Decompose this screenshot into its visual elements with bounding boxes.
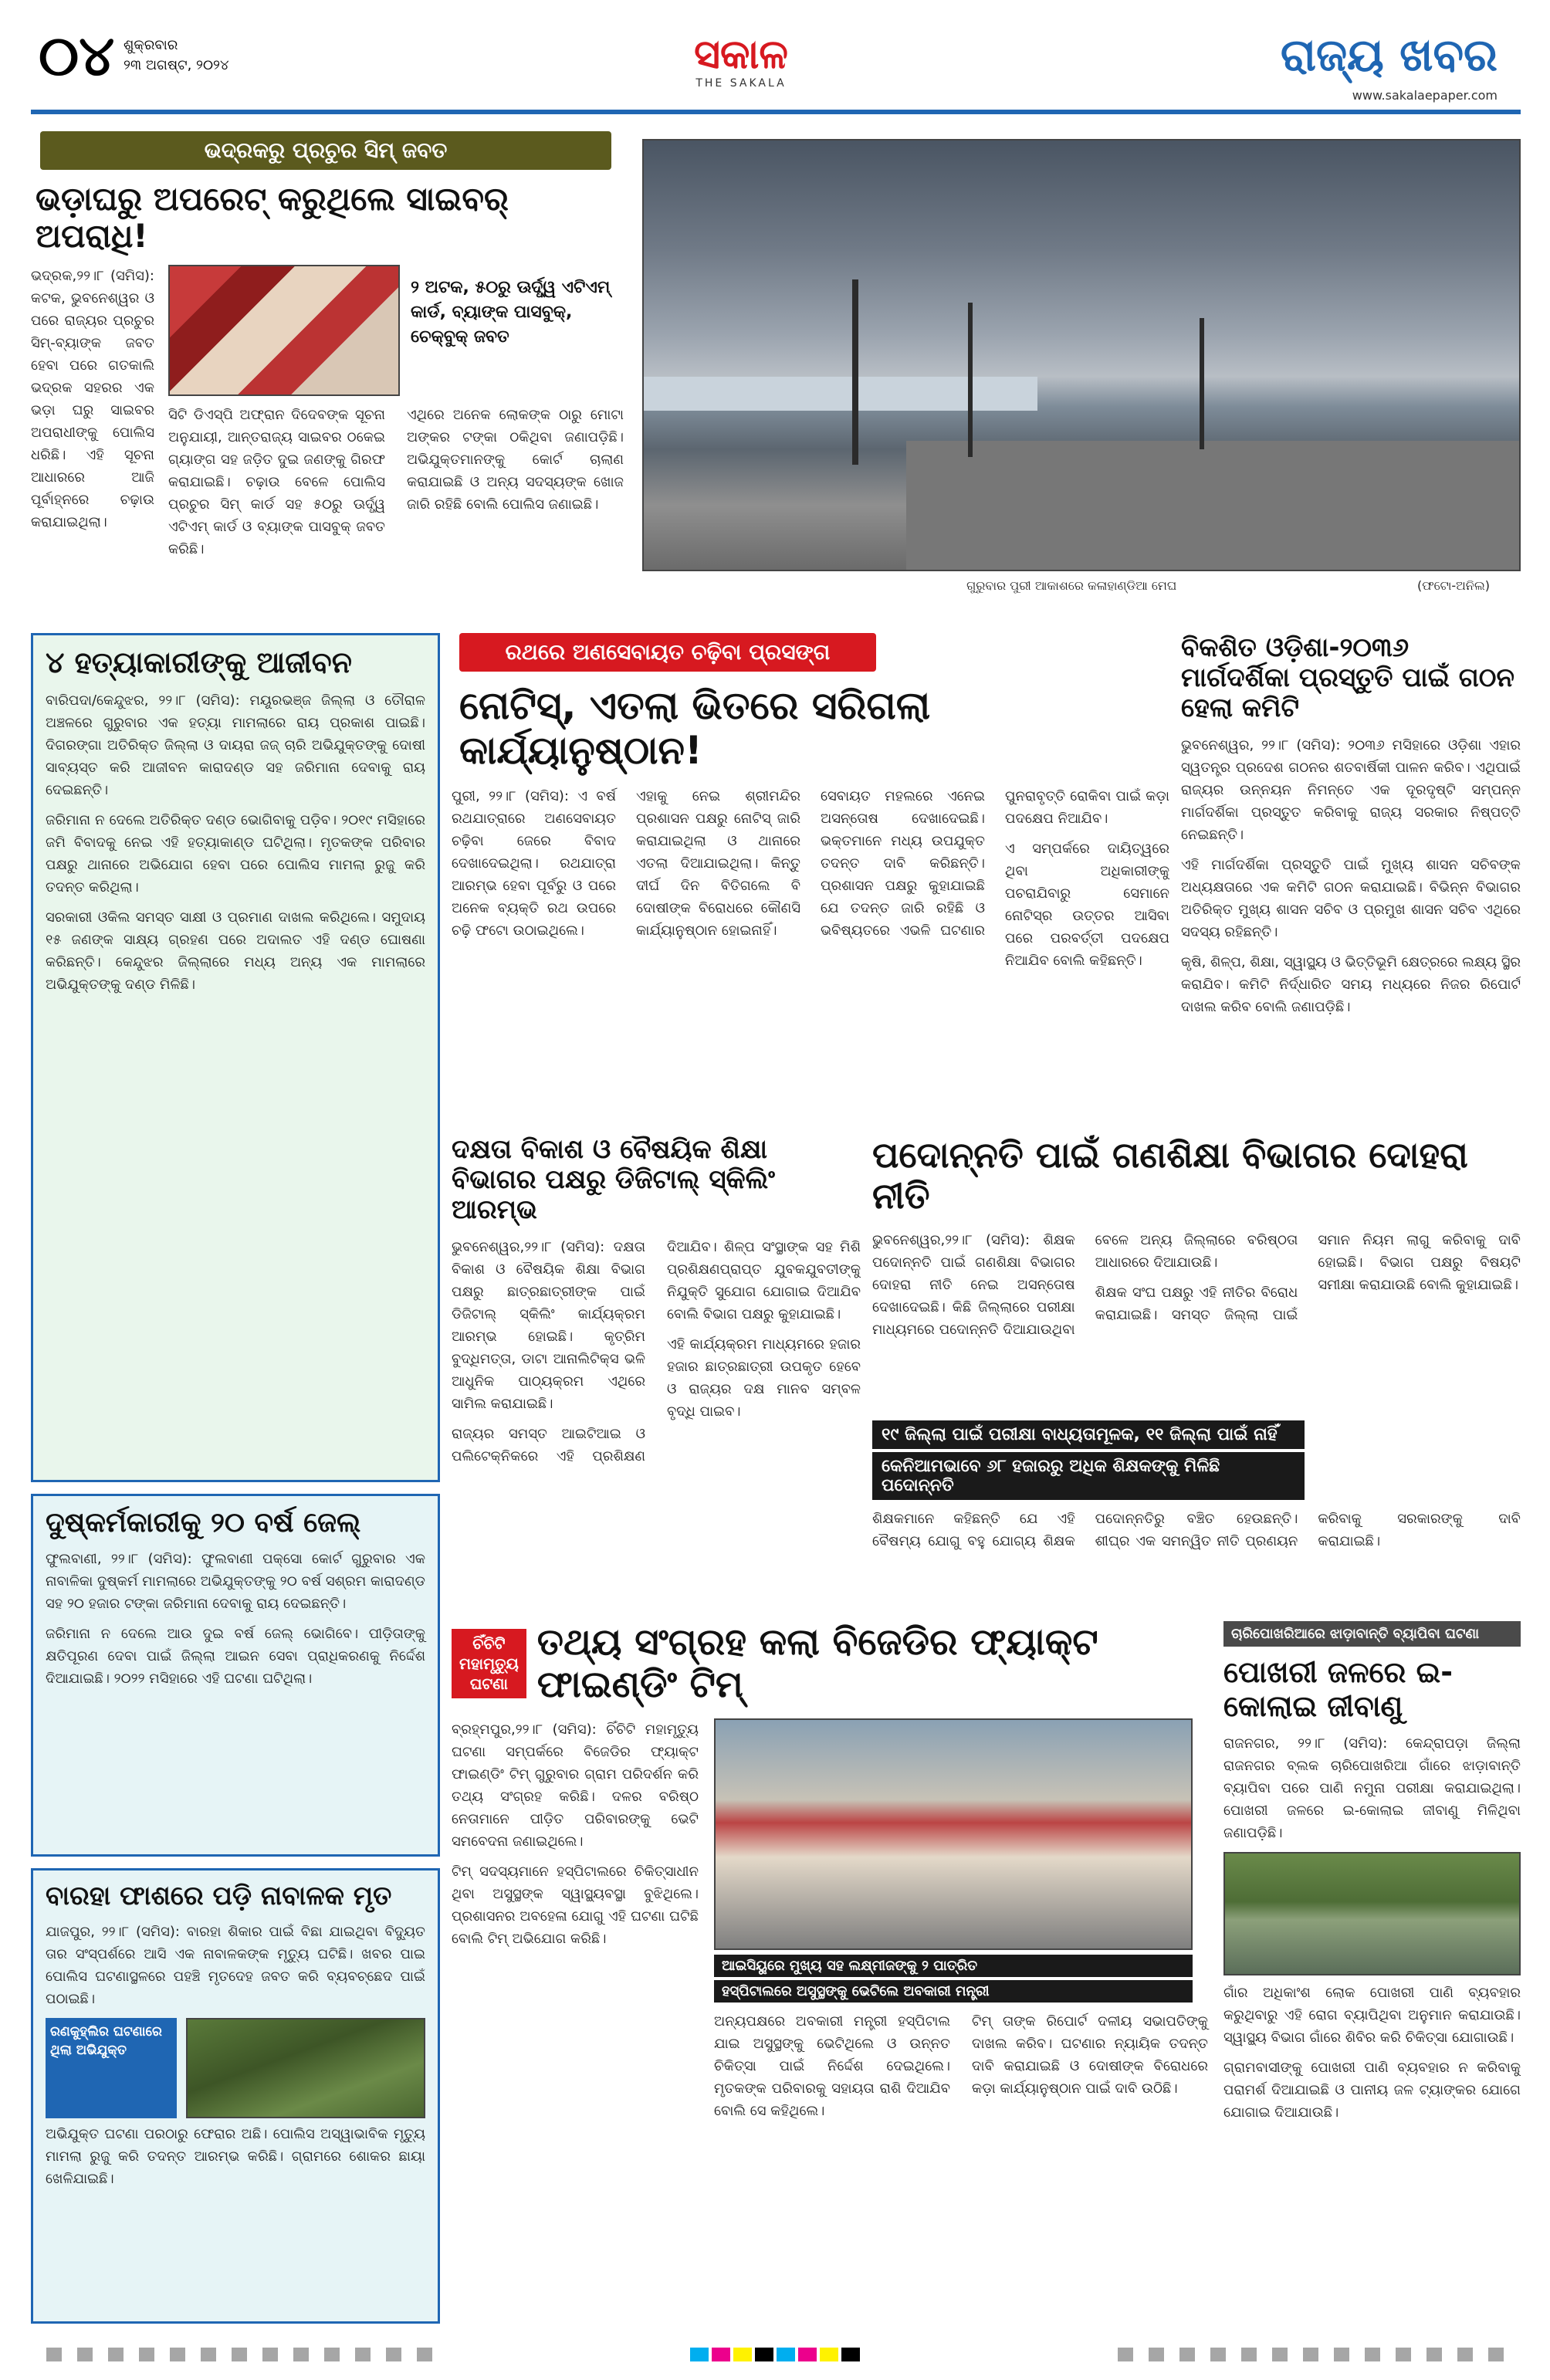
page-day: ଶୁକ୍ରବାର <box>124 37 178 53</box>
life-term-para-1: ବାରିପଦା/କେନ୍ଦୁଝର, ୨୨।୮ (ସମିସ): ମୟୂରଭଞ୍ଜ ଜିଲ୍ଲା ଓ ତୌରାଳ ଅଞ୍ଚଳରେ ଗୁରୁବାର ଏକ ହତ୍ୟା ମାମଲାରେ ରାୟ ପ୍ରକାଶ ପାଇଛି। ଦିଗରଙ୍ଗା ଅତିରିକ୍ତ ଜିଲ୍ଲା ଓ ଦାୟରା ଜଜ୍ ଚାରି ଅଭିଯୁକ୍ତଙ୍କୁ ଦୋଷୀ ସାବ୍ୟସ୍ତ କରି ଆଜୀବନ କାରାଦଣ୍ଡ ସହ ଜରିମାନା ଦେବାକୁ ରାୟ ଦେଇଛନ୍ତି। <box>46 692 425 798</box>
lamp-post-2 <box>968 303 973 457</box>
promotion-para-3: ଶିକ୍ଷକମାନେ କହିଛନ୍ତି ଯେ ଏହି ବୈଷମ୍ୟ ଯୋଗୁ ବହୁ ଯୋଗ୍ୟ ଶିକ୍ଷକ ପଦୋନ୍ନତିରୁ ବଞ୍ଚିତ ହେଉଛନ୍ତି। ଶୀଘ୍ର ଏକ ସମନ୍ୱିତ ନୀତି ପ୍ରଣୟନ କରିବାକୁ ସରକାରଙ୍କୁ ଦାବି କରାଯାଇଛି। <box>872 1510 1521 1549</box>
headline-promotion: ପଦୋନ୍ନତି ପାଇଁ ଗଣଶିକ୍ଷା ବିଭାଗର ଦୋହରା ନୀତି <box>872 1135 1468 1217</box>
page-date <box>124 36 229 76</box>
cyber-para-2: ସିଟି ଡିଏସ୍ପି ଅଫ୍ରାନ ଦିଦେବଙ୍କ ସୂଚନା ଅନୁଯାୟୀ, ଆନ୍ତରାଜ୍ୟ ସାଇବର ଠକେଇ ଗ୍ୟାଙ୍ଗ ସହ ଜଡ଼ିତ ଦୁଇ ଜଣଙ୍କୁ ଗିରଫ କରାଯାଇଛି। ଚଢ଼ାଉ ବେଳେ ପୋଲିସ ପ୍ରଚୁର ସିମ୍‌ କାର୍ଡ ସହ ୫୦ରୁ ଊର୍ଦ୍ଧ୍ୱ ଏଟିଏମ୍ କାର୍ଡ ଓ ବ୍ୟାଙ୍କ ପାସବୁକ୍ ଜବତ କରିଛି। <box>168 406 385 557</box>
vision-para-2: ଏହି ମାର୍ଗଦର୍ଶିକା ପ୍ରସ୍ତୁତି ପାଇଁ ମୁଖ୍ୟ ଶାସନ ସଚିବଙ୍କ ଅଧ୍ୟକ୍ଷତାରେ ଏକ କମିଟି ଗଠନ କରାଯାଇଛି। ବିଭିନ୍ନ ବିଭାଗର ଅତିରିକ୍ତ ମୁଖ୍ୟ ଶାସନ ସଚିବ ଓ ପ୍ରମୁଖ ଶାସନ ସଚିବ ଏଥିରେ ସଦସ୍ୟ ରହିଛନ୍ତି। <box>1181 857 1521 941</box>
promotion-body-2 <box>872 1508 1521 1555</box>
promotion-para-2: ଶିକ୍ଷକ ସଂଘ ପକ୍ଷରୁ ଏହି ନୀତିର ବିରୋଧ କରାଯାଇଛି। ସମସ୍ତ ଜିଲ୍ଲା ପାଇଁ ସମାନ ନିୟମ ଲାଗୁ କରିବାକୁ ଦାବି ହୋଇଛି। ବିଭାଗ ପକ୍ଷରୁ ବିଷୟଟି ସମୀକ୍ଷା କରାଯାଉଛି ବୋଲି କୁହାଯାଇଛି। <box>1095 1231 1521 1323</box>
digital-body <box>452 1236 861 1468</box>
newspaper-logo <box>641 31 841 90</box>
bjd-para-2: ଟିମ୍ ସଦସ୍ୟମାନେ ହସ୍ପିଟାଲରେ ଚିକିତ୍ସାଧୀନ ଥିବା ଅସୁସ୍ଥଙ୍କ ସ୍ୱାସ୍ଥ୍ୟବସ୍ଥା ବୁଝିଥିଲେ। ପ୍ରଶାସନର ଅବହେଳା ଯୋଗୁ ଏହି ଘଟଣା ଘଟିଛି ବୋଲି ଟିମ୍ ଅଭିଯୋଗ କରିଛି। <box>452 1864 699 1948</box>
headline-drowning: ବାରହା ଫାଶରେ ପଡ଼ି ନାବାଳକ ମୃତ <box>46 1881 392 1911</box>
photo-wild-boar <box>186 2018 425 2118</box>
kicker-ecoli: ଚାରିପୋଖରିଆରେ ଝାଡ଼ାବାନ୍ତି ବ୍ୟାପିବା ଘଟଣା <box>1223 1621 1521 1647</box>
lamp-post-1 <box>852 279 858 465</box>
cyber-col-1 <box>31 265 154 533</box>
rape-case-para-2: ଜରିମାନା ନ ଦେଲେ ଆଉ ଦୁଇ ବର୍ଷ ଜେଲ୍ ଭୋଗିବେ। ପୀଡ଼ିତାଙ୍କୁ କ୍ଷତିପୂରଣ ଦେବା ପାଇଁ ଜିଲ୍ଲା ଆଇନ ସେବା ପ୍ରାଧିକରଣକୁ ନିର୍ଦ୍ଦେଶ ଦିଆଯାଇଛି। ୨୦୨୨ ମସିହାରେ ଏହି ଘଟଣା ଘଟିଥିଲା। <box>46 1626 425 1688</box>
life-term-para-3: ସରକାରୀ ଓକିଲ ସମସ୍ତ ସାକ୍ଷୀ ଓ ପ୍ରମାଣ ଦାଖଲ କରିଥିଲେ। ସମୁଦାୟ ୧୫ ଜଣଙ୍କ ସାକ୍ଷ୍ୟ ଗ୍ରହଣ ପରେ ଅଦାଲତ ଏହି ଦଣ୍ଡ ଘୋଷଣା କରିଛନ୍ତି। କେନ୍ଦୁଝର ଜିଲ୍ଲାରେ ମଧ୍ୟ ଅନ୍ୟ ଏକ ମାମଲାରେ ଅଭିଯୁକ୍ତଙ୍କୁ ଦଣ୍ଡ ମିଳିଛି। <box>46 909 425 993</box>
headline-rape-case: ଦୁଷ୍କର୍ମକାରୀକୁ ୨୦ ବର୍ଷ ଜେଲ୍ <box>46 1507 361 1539</box>
masthead <box>31 19 1521 110</box>
drowning-body-2 <box>46 2123 425 2190</box>
kicker-bjd: ଚିଁଚିଟି ମହାମୃତ୍ୟୁ ଘଟଣା <box>452 1629 526 1698</box>
photo-seized-items <box>168 265 400 396</box>
print-registration-marks <box>0 2339 1550 2370</box>
bjd-col-left <box>452 1718 699 2122</box>
rape-case-body <box>46 1548 425 1690</box>
article-life-term <box>31 633 440 1482</box>
headline-cyber: ଭଡ଼ାଘରୁ ଅପରେଟ୍ କରୁଥିଲେ ସାଇବର୍ ଅପରାଧି! <box>36 180 509 256</box>
bjd-para-4: ଟିମ୍ ତାଙ୍କ ରିପୋର୍ଟ ଦଳୀୟ ସଭାପତିଙ୍କୁ ଦାଖଲ କରିବ। ଘଟଣାର ନ୍ୟାୟିକ ତଦନ୍ତ ଦାବି କରାଯାଇଛି ଓ ଦୋଷୀଙ୍କ ବିରୋଧରେ କଡ଼ା କାର୍ଯ୍ୟାନୁଷ୍ଠାନ ପାଇଁ ଦାବି ଉଠିଛି। <box>972 2013 1208 2097</box>
bjd-para-1: ବ୍ରହ୍ମପୁର,୨୨।୮ (ସମିସ): ଚିଁଚିଟି ମହାମୃତ୍ୟୁ ଘଟଣା ସମ୍ପର୍କରେ ବିଜେଡିର ଫ୍ୟାକ୍ଟ ଫାଇଣ୍ଡିଂ ଟିମ୍ ଗୁରୁବାର ଗ୍ରାମ ପରିଦର୍ଶନ କରି ତଥ୍ୟ ସଂଗ୍ରହ କରିଛି। ଦଳର ବରିଷ୍ଠ ନେତାମାନେ ପୀଡ଼ିତ ପରିବାରଙ୍କୁ ଭେଟି ସମବେଦନା ଜଣାଇଥିଲେ। <box>452 1722 699 1850</box>
bjd-cols <box>714 2010 1208 2122</box>
kicker-ratha: ରଥରେ ଅଣସେବାୟତ ଚଢ଼ିବା ପ୍ରସଙ୍ଗ <box>459 633 876 672</box>
ecoli-para-1: ରାଜନଗର, ୨୨।୮ (ସମିସ): କେନ୍ଦ୍ରାପଡ଼ା ଜିଲ୍ଲା ରାଜନଗର ବ୍ଲକ ଚାରିପୋଖରିଆ ଗାଁରେ ଝାଡ଼ାବାନ୍ତି ବ୍ୟାପିବା ପରେ ପାଣି ନମୁନା ପରୀକ୍ଷା କରାଯାଇଥିଲା। ପୋଖରୀ ଜଳରେ ଇ-କୋଲାଇ ଜୀବାଣୁ ମିଳିଥିବା ଜଣାପଡ଼ିଛି। <box>1223 1735 1521 1842</box>
bjd-caption-1: ଆଇସିୟୁରେ ମୁଖ୍ୟ ସହ ଲକ୍ଷ୍ମୀଜଙ୍କୁ ୨ ପାତ୍ରିତ <box>714 1955 1193 1977</box>
page-number: ୦୪ <box>39 23 115 88</box>
cmyk-swatches <box>690 2348 860 2361</box>
ratha-para-1: ପୁରୀ, ୨୨।୮ (ସମିସ): ଏ ବର୍ଷ ରଥଯାତ୍ରାରେ ଅଣସେବାୟତ ଚଢ଼ିବା ଜେରେ ବିବାଦ ଦେଖାଦେଇଥିଲା। ରଥଯାତ୍ରା ଆରମ୍ଭ ହେବା ପୂର୍ବରୁ ଓ ପରେ ଅନେକ ବ୍ୟକ୍ତି ରଥ ଉପରେ ଚଢ଼ି ଫଟୋ ଉଠାଇଥିଲେ। <box>452 788 616 939</box>
logo-text: ସକାଳ <box>694 31 788 78</box>
kicker-cyber: ଭଦ୍ରକରୁ ପ୍ରଚୁର ସିମ୍‌ ଜବତ <box>40 131 611 170</box>
digital-para-2: ରାଜ୍ୟର ସମସ୍ତ ଆଇଟିଆଇ ଓ ପଲିଟେକ୍ନିକରେ ଏହି ପ୍ରଶିକ୍ଷଣ ଦିଆଯିବ। ଶିଳ୍ପ ସଂସ୍ଥାଙ୍କ ସହ ମିଶି ପ୍ରଶିକ୍ଷଣପ୍ରାପ୍ତ ଯୁବକଯୁବତୀଙ୍କୁ ନିଯୁକ୍ତି ସୁଯୋଗ ଯୋଗାଇ ଦିଆଯିବ ବୋଲି ବିଭାଗ ପକ୍ଷରୁ କୁହାଯାଇଛି। <box>452 1239 861 1465</box>
weather-photo-block <box>642 139 1521 602</box>
masthead-rule <box>31 110 1521 114</box>
drowning-para-2: ଅଭିଯୁକ୍ତ ଘଟଣା ପରଠାରୁ ଫେରାର ଅଛି। ପୋଲିସ ଅସ୍ୱାଭାବିକ ମୃତ୍ୟୁ ମାମଲା ରୁଜୁ କରି ତଦନ୍ତ ଆରମ୍ଭ କରିଛି। ଗ୍ରାମରେ ଶୋକର ଛାୟା ଖେଳିଯାଇଛି। <box>46 2126 425 2188</box>
sea-strip <box>644 377 1037 411</box>
bjd-caption-2: ହସ୍ପିଟାଲରେ ଅସୁସ୍ଥଙ୍କୁ ଭେଟିଲେ ଅବକାରୀ ମନ୍ତ୍ରୀ <box>714 1980 1193 2003</box>
weather-credit: (ଫଟୋ-ଅନିଲ) <box>1417 578 1490 593</box>
drowning-para-1: ଯାଜପୁର, ୨୨।୮ (ସମିସ): ବାରହା ଶିକାର ପାଇଁ ବିଛା ଯାଇଥିବା ବିଦ୍ୟୁତ ତାର ସଂସ୍ପର୍ଶରେ ଆସି ଏକ ନାବାଳକଙ୍କ ମୃତ୍ୟୁ ଘଟିଛି। ଖବର ପାଇ ପୋଲିସ ଘଟଣାସ୍ଥଳରେ ପହଞ୍ଚି ମୃତଦେହ ଜବତ କରି ବ୍ୟବଚ୍ଛେଦ ପାଇଁ ପଠାଇଛି। <box>46 1924 425 2008</box>
ratha-body <box>452 785 1169 972</box>
cyber-para-3: ଏଥିରେ ଅନେକ ଲୋକଙ୍କ ଠାରୁ ମୋଟା ଅଙ୍କର ଟଙ୍କା ଠକିଥିବା ଜଣାପଡ଼ିଛି। ଅଭିଯୁକ୍ତମାନଙ୍କୁ କୋର୍ଟ ଚାଲାଣ କରାଯାଇଛି ଓ ଅନ୍ୟ ସଦସ୍ୟଙ୍କ ଖୋଜ ଜାରି ରହିଛି ବୋଲି ପୋଲିସ ଜଣାଇଛି। <box>407 406 624 513</box>
drowning-photo-caption: ରଣକୁହ୍ଲିର ଘଟଣାରେ ଥିଲା ଅଭିଯୁକ୍ତ <box>46 2018 177 2118</box>
vision-para-1: ଭୁବନେଶ୍ୱର, ୨୨।୮ (ସମିସ): ୨୦୩୬ ମସିହାରେ ଓଡ଼ିଶା ଏହାର ସ୍ୱତନ୍ତ୍ର ପ୍ରଦେଶ ଗଠନର ଶତବାର୍ଷିକୀ ପାଳନ କରିବ। ଏଥିପାଇଁ ରାଜ୍ୟର ଉନ୍ନୟନ ନିମନ୍ତେ ଏକ ଦୂରଦୃଷ୍ଟି ସମ୍ପନ୍ନ ମାର୍ଗଦର୍ଶିକା ପ୍ରସ୍ତୁତ କରିବାକୁ ରାଜ୍ୟ ସରକାର ନିଷ୍ପତ୍ତି ନେଇଛନ୍ତି। <box>1181 737 1521 844</box>
photo-pond <box>1223 1852 1521 1975</box>
ratha-para-3: ସେବାୟତ ମହଲରେ ଏନେଇ ଅସନ୍ତୋଷ ଦେଖାଦେଇଛି। ଭକ୍ତମାନେ ମଧ୍ୟ ଉପଯୁକ୍ତ ତଦନ୍ତ ଦାବି କରିଛନ୍ତି। ପ୍ରଶାସନ ପକ୍ଷରୁ କୁହାଯାଇଛି ଯେ ତଦନ୍ତ ଜାରି ରହିଛି ଓ ଭବିଷ୍ୟତରେ ଏଭଳି ଘଟଣାର ପୁନରାବୃତ୍ତି ରୋକିବା ପାଇଁ କଡ଼ା ପଦକ୍ଷେପ ନିଆଯିବ। <box>821 788 1169 939</box>
road-surface <box>906 441 1519 570</box>
section-title: ରାଜ୍ୟ ଖବର <box>1280 29 1498 81</box>
ratha-para-4: ଏ ସମ୍ପର୍କରେ ଦାୟିତ୍ୱରେ ଥିବା ଅଧିକାରୀଙ୍କୁ ପଚରାଯିବାରୁ ସେମାନେ ନୋଟିସ୍‌ର ଉତ୍ତର ଆସିବା ପରେ ପରବର୍ତ୍ତୀ ପଦକ୍ଷେପ ନିଆଯିବ ବୋଲି କହିଛନ୍ତି। <box>1005 841 1169 969</box>
article-cyber-crime <box>31 131 629 610</box>
photo-puri-clouds <box>642 139 1521 571</box>
headline-bjd: ତଥ୍ୟ ସଂଗ୍ରହ କଲା ବିଜେଡିର ଫ୍ୟାକ୍ଟ ଫାଇଣ୍ଡିଂ ଟିମ୍ <box>536 1621 1098 1707</box>
headline-digital-skilling: ଦକ୍ଷତା ବିକାଶ ଓ ବୈଷୟିକ ଶିକ୍ଷା ବିଭାଗର ପକ୍ଷରୁ ଡିଜିଟାଲ୍ ସ୍କିଲିଂ ଆରମ୍ଭ <box>452 1135 775 1226</box>
site-url[interactable]: www.sakalaepaper.com <box>1352 88 1498 103</box>
article-ratha-notice <box>452 633 1169 1112</box>
article-ecoli <box>1223 1621 1521 2324</box>
page-date-text: ୨୩ ଅଗଷ୍ଟ, ୨୦୨୪ <box>124 57 229 73</box>
life-term-para-2: ଜରିମାନା ନ ଦେଲେ ଅତିରିକ୍ତ ଦଣ୍ଡ ଭୋଗିବାକୁ ପଡ଼ିବ। ୨୦୧୯ ମସିହାରେ ଜମି ବିବାଦକୁ ନେଇ ଏହି ହତ୍ୟାକାଣ୍ଡ ଘଟିଥିଲା। ମୃତକଙ୍କ ପରିବାର ପକ୍ଷରୁ ଥାନାରେ ଅଭିଯୋଗ ହେବା ପରେ ପୋଲିସ ମାମଲା ରୁଜୁ କରି ତଦନ୍ତ କରିଥିଲା। <box>46 811 425 895</box>
ecoli-para-2: ଗାଁର ଅଧିକାଂଶ ଲୋକ ପୋଖରୀ ପାଣି ବ୍ୟବହାର କରୁଥିବାରୁ ଏହି ରୋଗ ବ୍ୟାପିଥିବା ଅନୁମାନ କରାଯାଉଛି। ସ୍ୱାସ୍ଥ୍ୟ ବିଭାଗ ଗାଁରେ ଶିବିର କରି ଚିକିତ୍ସା ଯୋଗାଉଛି। <box>1223 1985 1521 2047</box>
gray-scale-bar-left <box>46 2348 432 2361</box>
ecoli-body <box>1223 1732 1521 1844</box>
digital-para-1: ଭୁବନେଶ୍ୱର,୨୨।୮ (ସମିସ): ଦକ୍ଷତା ବିକାଶ ଓ ବୈଷୟିକ ଶିକ୍ଷା ବିଭାଗ ପକ୍ଷରୁ ଛାତ୍ରଛାତ୍ରୀଙ୍କ ପାଇଁ ଡିଜିଟାଲ୍ ସ୍କିଲିଂ କାର୍ଯ୍ୟକ୍ରମ ଆରମ୍ଭ ହୋଇଛି। କୃତ୍ରିମ ବୁଦ୍ଧିମତ୍ତା, ଡାଟା ଆନାଲିଟିକ୍ସ ଭଳି ଆଧୁନିକ ପାଠ୍ୟକ୍ରମ ଏଥିରେ ସାମିଲ କରାଯାଇଛି। <box>452 1239 645 1413</box>
cyber-cols <box>168 404 624 560</box>
article-bjd-team <box>452 1621 1212 2324</box>
life-term-body <box>46 689 425 996</box>
headline-ecoli: ପୋଖରୀ ଜଳରେ ଇ-କୋଲାଇ ଜୀବାଣୁ <box>1223 1655 1454 1723</box>
lamp-post-3 <box>1200 318 1204 449</box>
ecoli-para-3: ଗ୍ରାମବାସୀଙ୍କୁ ପୋଖରୀ ପାଣି ବ୍ୟବହାର ନ କରିବାକୁ ପରାମର୍ଶ ଦିଆଯାଇଛି ଓ ପାନୀୟ ଜଳ ଟ୍ୟାଙ୍କର ଯୋଗେ ଯୋଗାଇ ଦିଆଯାଉଛି। <box>1223 2060 1521 2121</box>
promotion-highlight-1: ୧୯ ଜିଲ୍ଲା ପାଇଁ ପରୀକ୍ଷା ବାଧ୍ୟତାମୂଳକ, ୧୧ ଜିଲ୍ଲା ପାଇଁ ନାହିଁ <box>872 1420 1305 1449</box>
ratha-para-2: ଏହାକୁ ନେଇ ଶ୍ରୀମନ୍ଦିର ପ୍ରଶାସନ ପକ୍ଷରୁ ନୋଟିସ୍ ଜାରି କରାଯାଇଥିଲା ଓ ଥାନାରେ ଏତଲା ଦିଆଯାଇଥିଲା। କିନ୍ତୁ ଦୀର୍ଘ ଦିନ ବିତିଗଲେ ବି ଦୋଷୀଙ୍କ ବିରୋଧରେ କୌଣସି କାର୍ଯ୍ୟାନୁଷ୍ଠାନ ହୋଇନାହିଁ। <box>636 788 800 939</box>
bjd-para-3: ଅନ୍ୟପକ୍ଷରେ ଅବକାରୀ ମନ୍ତ୍ରୀ ହସ୍ପିଟାଲ ଯାଇ ଅସୁସ୍ଥଙ୍କୁ ଭେଟିଥିଲେ ଓ ଉନ୍ନତ ଚିକିତ୍ସା ପାଇଁ ନିର୍ଦ୍ଦେଶ ଦେଇଥିଲେ। ମୃତକଙ୍କ ପରିବାରକୁ ସହାୟତା ରାଶି ଦିଆଯିବ ବୋଲି ସେ କହିଥିଲେ। <box>714 2013 950 2120</box>
cyber-para-1: ଭଦ୍ରକ,୨୨।୮ (ସମିସ): କଟକ, ଭୁବନେଶ୍ୱର ଓ ପରେ ରାଜ୍ୟର ପ୍ରଚୁର ସିମ୍‌-ବ୍ୟାଙ୍କ ଜବତ ହେବା ପରେ ଗତକାଲି ଭଦ୍ରକ ସହରର ଏକ ଭଡ଼ା ଘରୁ ସାଇବର ଅପରାଧୀଙ୍କୁ ପୋଲିସ ଧରିଛି। ଏହି ସୂଚନା ଆଧାରରେ ଆଜି ପୂର୍ବାହ୍ନରେ ଚଢ଼ାଉ କରାଯାଇଥିଲା। <box>31 267 154 530</box>
ecoli-body-2 <box>1223 1982 1521 2124</box>
article-vision-2036 <box>1181 633 1521 1112</box>
article-promotion <box>872 1135 1521 1598</box>
photo-bjd-team-hospital <box>714 1718 1193 1950</box>
headline-vision-2036: ବିକଶିତ ଓଡ଼ିଶା-୨୦୩୬ ମାର୍ଗଦର୍ଶିକା ପ୍ରସ୍ତୁତି ପାଇଁ ଗଠନ ହେଲା କମିଟି <box>1181 633 1514 724</box>
article-drowning <box>31 1868 440 2324</box>
rape-case-para-1: ଫୁଲବାଣୀ, ୨୨।୮ (ସମିସ): ଫୁଲବାଣୀ ପକ୍ସୋ କୋର୍ଟ ଗୁରୁବାର ଏକ ନାବାଳିକା ଦୁଷ୍କର୍ମ ମାମଲାରେ ଅଭିଯୁକ୍ତଙ୍କୁ ୨୦ ବର୍ଷ ସଶ୍ରମ କାରାଦଣ୍ଡ ସହ ୨୦ ହଜାର ଟଙ୍କା ଜରିମାନା ଦେବାକୁ ରାୟ ଦେଇଛନ୍ତି। <box>46 1551 425 1613</box>
drowning-body <box>46 1921 425 2010</box>
weather-caption: ଗୁରୁବାର ପୁରୀ ଆକାଶରେ କଳାହାଣ୍ଡିଆ ମେଘ <box>966 578 1177 593</box>
cyber-highlight: ୨ ଅଟକ, ୫୦ରୁ ଊର୍ଦ୍ଧ୍ୱ ଏଟିଏମ୍ କାର୍ଡ, ବ୍ୟାଙ୍କ ପାସବୁକ୍, ଚେକ୍‌ବୁକ୍ ଜବତ <box>411 277 611 347</box>
vision-body <box>1181 734 1521 1018</box>
vision-para-3: କୃଷି, ଶିଳ୍ପ, ଶିକ୍ଷା, ସ୍ୱାସ୍ଥ୍ୟ ଓ ଭିତ୍ତିଭୂମି କ୍ଷେତ୍ରରେ ଲକ୍ଷ୍ୟ ସ୍ଥିର କରାଯିବ। କମିଟି ନିର୍ଦ୍ଧାରିତ ସମୟ ମଧ୍ୟରେ ନିଜର ରିପୋର୍ଟ ଦାଖଲ କରିବ ବୋଲି ଜଣାପଡ଼ିଛି। <box>1181 954 1521 1016</box>
article-digital-skilling <box>452 1135 861 1598</box>
promotion-body <box>872 1229 1521 1414</box>
article-rape-case <box>31 1494 440 1857</box>
digital-para-3: ଏହି କାର୍ଯ୍ୟକ୍ରମ ମାଧ୍ୟମରେ ହଜାର ହଜାର ଛାତ୍ରଛାତ୍ରୀ ଉପକୃତ ହେବେ ଓ ରାଜ୍ୟର ଦକ୍ଷ ମାନବ ସମ୍ବଳ ବୃଦ୍ଧି ପାଇବ। <box>667 1336 861 1420</box>
promotion-para-1: ଭୁବନେଶ୍ୱର,୨୨।୮ (ସମିସ): ଶିକ୍ଷକ ପଦୋନ୍ନତି ପାଇଁ ଗଣଶିକ୍ଷା ବିଭାଗର ଦୋହରା ନୀତି ନେଇ ଅସନ୍ତୋଷ ଦେଖାଦେଇଛି। କିଛି ଜିଲ୍ଲାରେ ପରୀକ୍ଷା ମାଧ୍ୟମରେ ପଦୋନ୍ନତି ଦିଆଯାଉଥିବା ବେଳେ ଅନ୍ୟ ଜିଲ୍ଲାରେ ବରିଷ୍ଠତା ଆଧାରରେ ଦିଆଯାଉଛି। <box>872 1231 1298 1338</box>
gray-scale-bar-right <box>1118 2348 1504 2361</box>
promotion-highlight-2: କେନିଆମଭାବେ ୬୮ ହଜାରରୁ ଅଧିକ ଶିକ୍ଷକଙ୍କୁ ମିଳିଛି ପଦୋନ୍ନତି <box>872 1452 1305 1500</box>
headline-ratha: ନୋଟିସ୍, ଏତଲା ଭିତରେ ସରିଗଲା କାର୍ଯ୍ୟାନୁଷ୍ଠାନ! <box>459 683 931 773</box>
logo-subtitle: THE SAKALA <box>695 77 787 90</box>
headline-life-term: ୪ ହତ୍ୟାକାରୀଙ୍କୁ ଆଜୀବନ <box>46 645 352 679</box>
